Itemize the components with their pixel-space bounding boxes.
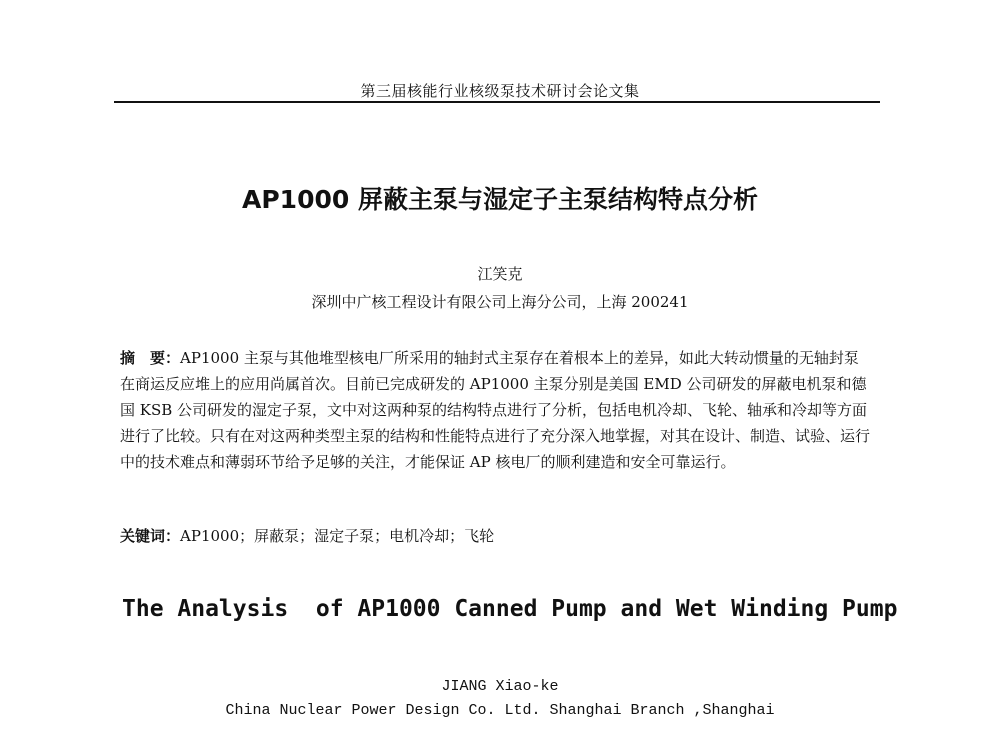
paper-title-chinese: AP1000 屏蔽主泵与湿定子主泵结构特点分析	[242, 185, 758, 214]
affiliation-english: China Nuclear Power Design Co. Ltd. Shanghai Branch ,Shanghai	[225, 702, 775, 719]
abstract-body: AP1000 主泵与其他堆型核电厂所采用的轴封式主泵存在着根本上的差异，如此大转动惯量的无轴封泵在商运反应堆上的应用尚属首次。目前已完成研发的 AP1000 主泵分别是美国 EMD 公司研发的屏蔽电机泵和德国 KSB 公司研发的湿定子泵，文中对这两种泵的结构特点进行了分析，包括电机冷却、飞轮、轴承和冷却等方面进行了比较。只有在对这两种类型主泵的结构和性能特点进行了充分深入地掌握，对其在设计、制造、试验、运行中的技术难点和薄弱环节给予足够的关注，才能保证 AP 核电厂的顺利建造和安全可靠运行。	[120, 349, 871, 471]
running-header: 第三届核能行业核级泵技术研讨会论文集	[360, 82, 640, 100]
header-divider	[114, 101, 880, 103]
keywords-label: 关键词：	[120, 527, 181, 545]
paper-title-english: The Analysis of AP1000 Canned Pump and Wet Winding Pump	[122, 596, 898, 622]
affiliation-chinese: 深圳中广核工程设计有限公司上海分公司，上海 200241	[311, 293, 689, 311]
keywords-body: AP1000；屏蔽泵；湿定子泵；电机冷却；飞轮	[180, 527, 495, 545]
abstract-label: 摘 要：	[120, 349, 181, 367]
author-english: JIANG Xiao-ke	[441, 678, 559, 695]
keywords-chinese	[120, 526, 872, 546]
abstract-chinese	[120, 345, 872, 475]
author-chinese: 江笑克	[477, 265, 523, 283]
